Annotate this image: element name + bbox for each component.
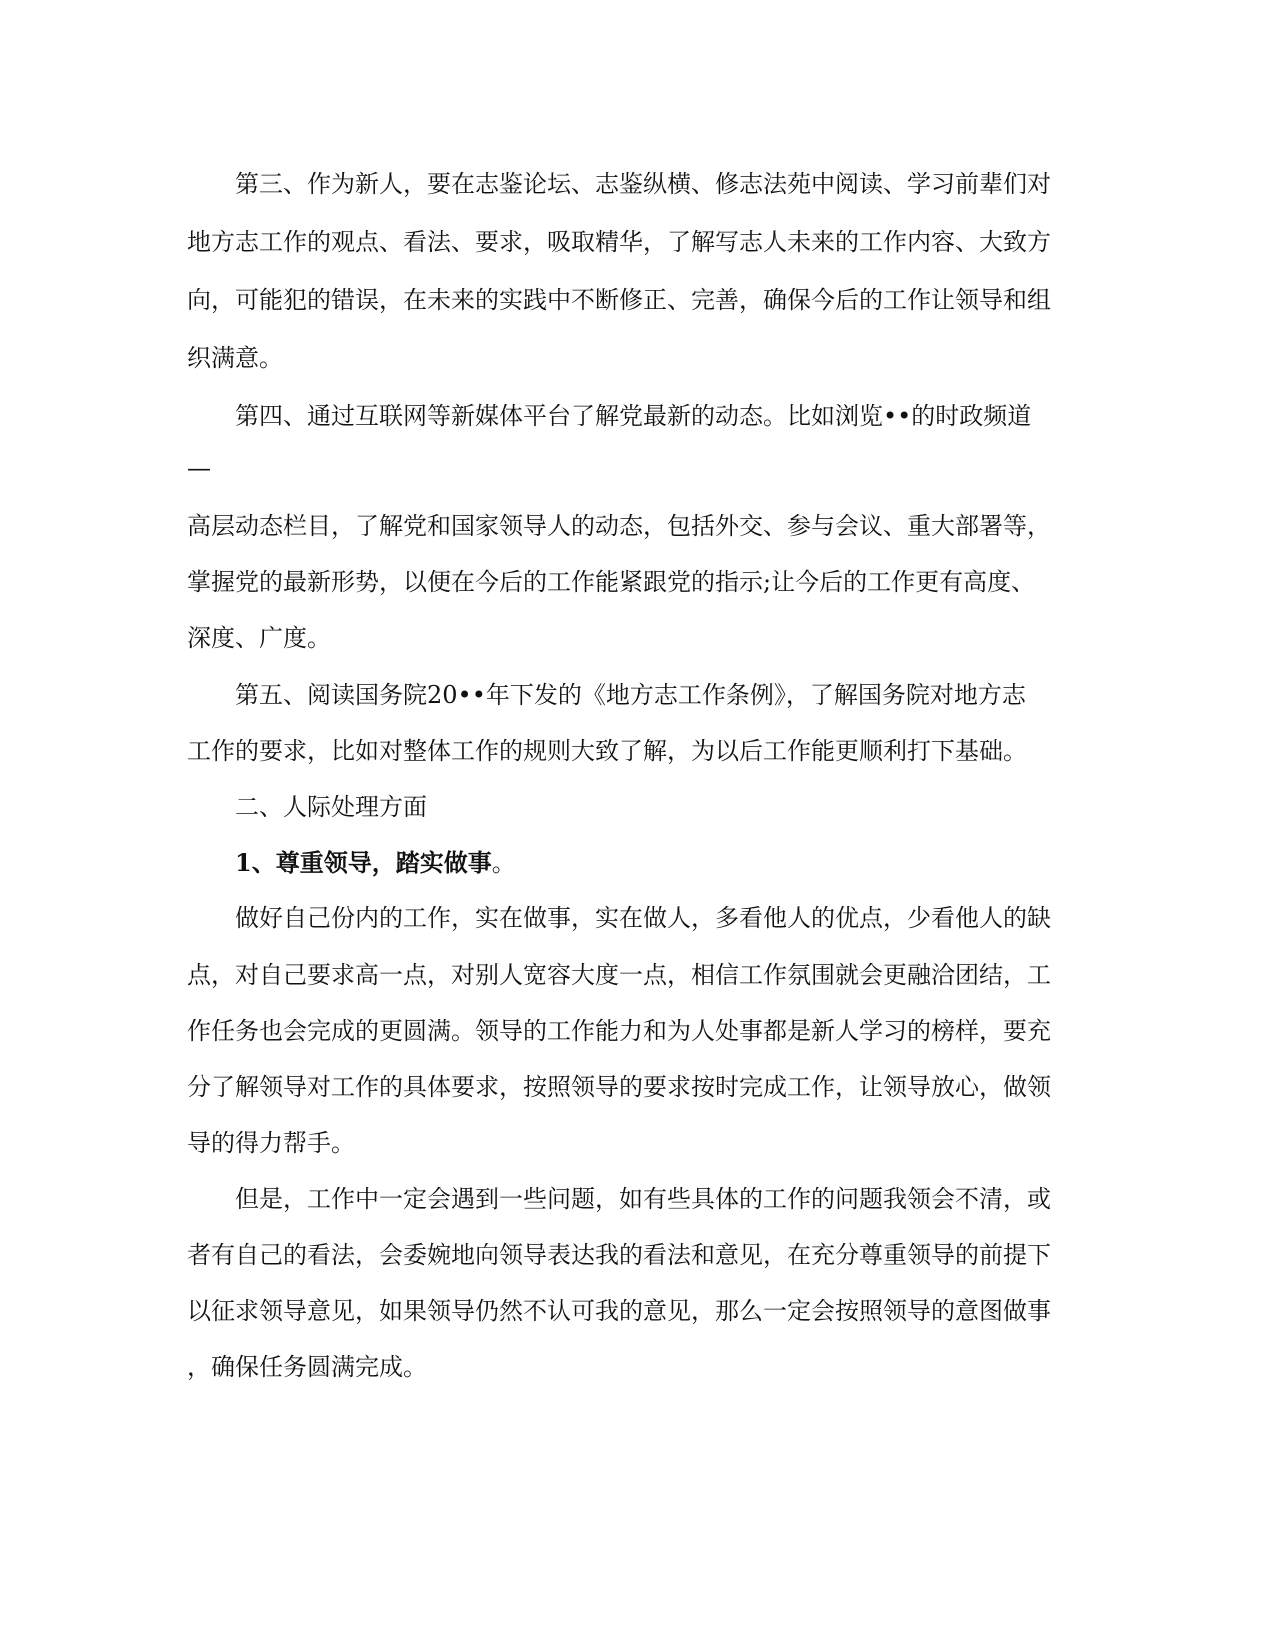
- subsection-heading: [235, 834, 516, 892]
- paragraph-7-line-2: 者有自己的看法，会委婉地向领导表达我的看法和意见，在充分尊重领导的前提下: [187, 1241, 1051, 1269]
- paragraph-4-line-1: 第四、通过互联网等新媒体平台了解党最新的动态。比如浏览••的时政频道: [235, 402, 1032, 430]
- paragraph-5-line-1: 第五、阅读国务院20••年下发的《地方志工作条例》，了解国务院对地方志: [235, 681, 1026, 709]
- paragraph-3-line-4: 织满意。: [187, 344, 283, 372]
- subsection-heading-text: 1、尊重领导，踏实做事: [235, 848, 492, 877]
- paragraph-4-line-4: 深度、广度。: [187, 624, 331, 652]
- paragraph-4-dash: —: [187, 454, 211, 482]
- paragraph-6-line-2: 点，对自己要求高一点，对别人宽容大度一点，相信工作氛围就会更融洽团结，工: [187, 961, 1051, 989]
- paragraph-6-line-5: 导的得力帮手。: [187, 1129, 355, 1157]
- paragraph-4-line-3: 掌握党的最新形势，以便在今后的工作能紧跟党的指示;让今后的工作更有高度、: [187, 568, 1036, 596]
- paragraph-3-line-2: 地方志工作的观点、看法、要求，吸取精华，了解写志人未来的工作内容、大致方: [187, 228, 1051, 256]
- section-heading: 二、人际处理方面: [235, 793, 427, 821]
- paragraph-5-line-2: 工作的要求，比如对整体工作的规则大致了解，为以后工作能更顺利打下基础。: [187, 737, 1027, 765]
- paragraph-7-line-3: 以征求领导意见，如果领导仍然不认可我的意见，那么一定会按照领导的意图做事: [187, 1297, 1051, 1325]
- paragraph-3-line-3: 向，可能犯的错误，在未来的实践中不断修正、完善，确保今后的工作让领导和组: [187, 286, 1051, 314]
- paragraph-4-line-2: 高层动态栏目，了解党和国家领导人的动态，包括外交、参与会议、重大部署等，: [187, 512, 1051, 540]
- paragraph-6-line-4: 分了解领导对工作的具体要求，按照领导的要求按时完成工作，让领导放心，做领: [187, 1073, 1051, 1101]
- paragraph-7-line-1: 但是，工作中一定会遇到一些问题，如有些具体的工作的问题我领会不清，或: [235, 1185, 1051, 1213]
- subsection-heading-period: 。: [491, 849, 516, 877]
- paragraph-3-line-1: 第三、作为新人，要在志鉴论坛、志鉴纵横、修志法苑中阅读、学习前辈们对: [235, 170, 1051, 198]
- paragraph-6-line-3: 作任务也会完成的更圆满。领导的工作能力和为人处事都是新人学习的榜样，要充: [187, 1017, 1051, 1045]
- paragraph-7-line-4: ，确保任务圆满完成。: [187, 1353, 427, 1381]
- paragraph-6-line-1: 做好自己份内的工作，实在做事，实在做人，多看他人的优点，少看他人的缺: [235, 904, 1051, 932]
